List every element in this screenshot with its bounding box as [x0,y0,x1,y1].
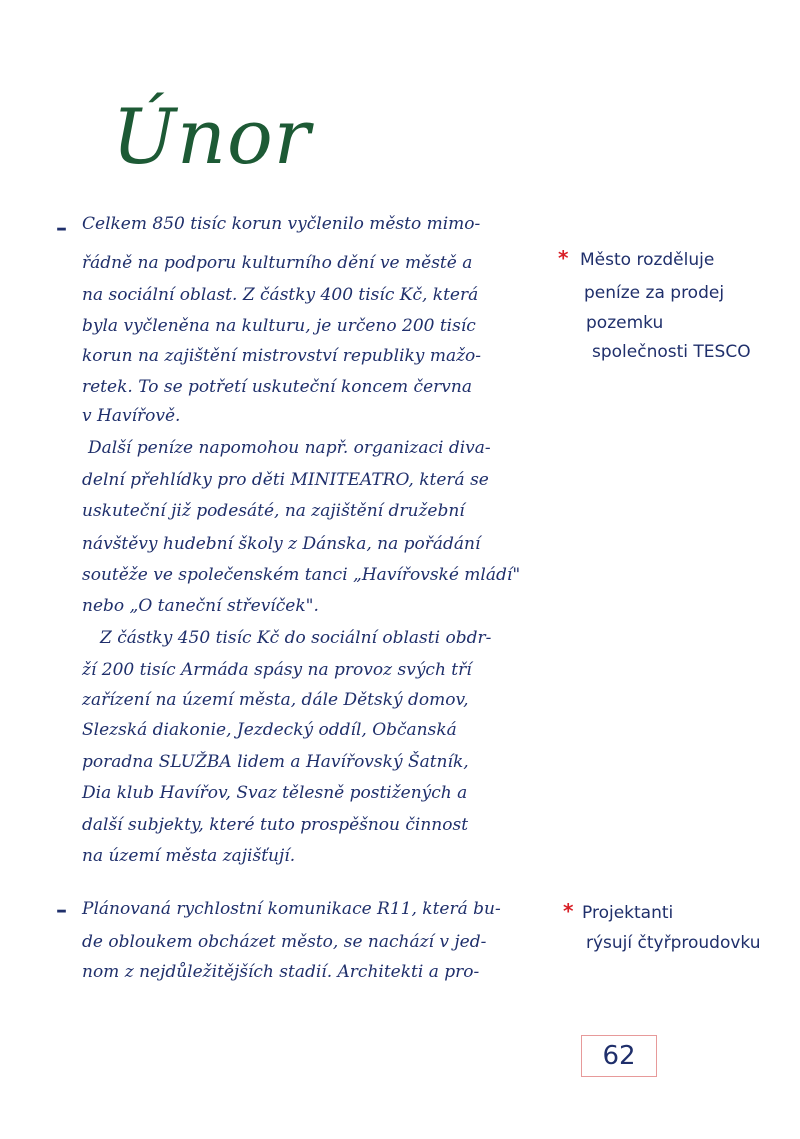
text-line: poradna SLUŽBA lidem a Havířovský Šatník, [82,752,469,772]
text-line: Celkem 850 tisíc korun vyčlenilo město mimo- [82,214,481,234]
text-line: byla vyčleněna na kulturu, je určeno 200 tisíc [82,316,476,336]
page-title: Únor [112,92,312,181]
text-line: soutěže ve společenském tanci „Havířovské mládí" [82,565,521,585]
text-line: v Havířově. [82,406,181,426]
text-line: Slezská diakonie, Jezdecký oddíl, Občanská [82,720,457,740]
note-line: Projektanti [582,903,674,923]
note-line: společnosti TESCO [592,342,751,362]
text-line: návštěvy hudební školy z Dánska, na pořádání [82,534,481,554]
text-line: korun na zajištění mistrovství republiky mažo- [82,346,482,366]
page-number [581,1035,657,1077]
text-line: Další peníze napomohou např. organizaci diva- [88,438,491,458]
asterisk-icon: * [563,899,574,923]
text-line: na území města zajišťují. [82,846,296,866]
text-line: Z částky 450 tisíc Kč do sociální oblasti obdr- [100,628,492,648]
asterisk-icon: * [558,246,569,270]
text-line: další subjekty, které tuto prospěšnou činnost [82,815,469,835]
text-line: retek. To se potřetí uskuteční koncem června [82,377,472,397]
text-line: delní přehlídky pro děti MINITEATRO, která se [82,470,489,490]
note-line: rýsují čtyřproudovku [586,933,761,953]
text-line: zařízení na území města, dále Dětský domov, [82,690,469,710]
text-line: řádně na podporu kulturního dění ve městě a [82,253,473,273]
text-line: Dia klub Havířov, Svaz tělesně postižených a [82,783,468,803]
note-line: pozemku [586,313,664,333]
note-line: Město rozděluje [580,250,715,270]
text-line: nebo „O taneční střevíček". [82,596,319,616]
text-line: ží 200 tisíc Armáda spásy na provoz svých tří [82,660,472,680]
text-line: uskuteční již podesáté, na zajištění družební [82,501,465,521]
note-line: peníze za prodej [584,283,725,303]
bullet-section-1: – [56,216,67,241]
text-line: Plánovaná rychlostní komunikace R11, která bu- [82,899,501,919]
bullet-section-2: – [56,898,67,923]
page-number-label: 62 [602,1041,636,1071]
text-line: de obloukem obcházet město, se nachází v jed- [82,932,487,952]
text-line: na sociální oblast. Z částky 400 tisíc Kč, která [82,285,479,305]
text-line: nom z nejdůležitějších stadií. Architekti a pro- [82,962,480,982]
